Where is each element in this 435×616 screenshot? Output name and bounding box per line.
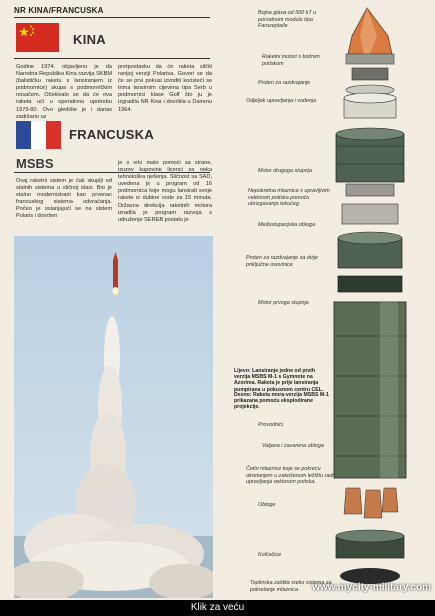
label-casing: Valjana i zavarena obloga <box>262 443 324 449</box>
france-text-col2: je s vrlo malo pomoći sa strane, izuzev kupovine licenci za neka tehnološka rješenja. Sličnost sa SAD, uvedena je u program od 16 podmornica koje mogu lansirati svoje rakete iz dubine vode za 15 minuta. Državna direkcija raketnih motora izradila je program razvoja s udruženje SEREB postalo je <box>118 160 212 223</box>
label-side-thrusters: Raketni motori s bočnim potiskom <box>262 54 320 67</box>
label-guidance: Odjeljak upravljanja i vođenja <box>246 98 317 104</box>
watermark: www.mycity-military.com <box>312 582 431 593</box>
click-to-enlarge-caption[interactable]: Klik za veću <box>0 600 435 616</box>
label-warhead: Bojna glava od 500 kT u povratnom modulu tipa Farozeptaile <box>258 10 317 30</box>
china-rule <box>14 58 210 59</box>
label-conductors: Provodnici <box>258 422 284 428</box>
label-covers: Obloge <box>258 502 276 508</box>
country-name-france: FRANCUSKA <box>69 127 155 142</box>
header-rule <box>14 17 210 18</box>
label-second-stage-motor: Motor drugoga stupnja <box>258 168 312 174</box>
france-text-col1: Ovaj raketni sistem je čak skuplji od stalnih sistema u sličnoj klasi. Bio je stalno modernizirani kao prvenac francuskog sistema odvraćanja. Počeo je oslanjajući se na sistem Polaris i dovršen <box>16 178 112 220</box>
label-thermal-protection: Toplinska zaštita sreko sistema za pokretanje mlaznica <box>250 580 332 593</box>
china-text-col1: Godine 1974. objavljeno je da Narodna Republika Kina razvija SKBM (balističku raketu s lansiranjem iz podmornice) skupa s podmorničkim nosačem. Očekivalo se da će ova raketa ući u operativnu upotrebu 1979-80. Ovo gledište je i danas zadržano uz <box>16 64 112 120</box>
label-four-nozzles: Četiri mlaznice koje se pokreću okretanjem u zakošenom ležištu radi upravljanja vektorom potiska. <box>246 466 334 486</box>
country-name-china: KINA <box>73 32 106 47</box>
label-first-stage-motor: Motor prvoga stupnja <box>258 300 309 306</box>
china-flag <box>16 23 59 52</box>
missile-launch-photo <box>14 236 213 598</box>
note-launch: Lijevo: Lansiranje jedne od prvih verzija MSBS M-1 s Gymnote na Azorima. Raketa je prije lansiranja pumpirana u pokusnom centru CEL. <box>234 368 324 393</box>
section-title-msbs: MSBS <box>16 156 54 171</box>
label-interstage: Međustupanjska obloga <box>258 222 315 228</box>
france-flag <box>16 121 61 149</box>
page-header: NR KINA/FRANCUSKA <box>14 6 104 15</box>
label-fixed-nozzle: Nepokretna mlaznica s upravljivim vektorom potiska pomoću ubrizgavanja tekućeg <box>248 188 330 208</box>
china-text-col2: pretpostavku da će raketa sličiti ranijoj verziji Polarisa. Govori se da će se prvi pokusi izvoditi koristeći se trima lansirnim cijevima tipa Serb u podmornici klase Golf što ju je izgradila NR Kina i dovršila u Dairenu 1964. <box>118 64 212 113</box>
label-separation: Proten za razdvajanje <box>258 80 311 86</box>
label-separation-pins: Proten za razdvajanje sa dvije priključne osovinice <box>246 255 318 268</box>
note-exploded-view: Desno: Raketa mora-verzija MSBS M-1 prikazana pomoću eksplodirane projekcije. <box>234 392 329 411</box>
label-skirt: Kolčačice <box>258 552 282 558</box>
